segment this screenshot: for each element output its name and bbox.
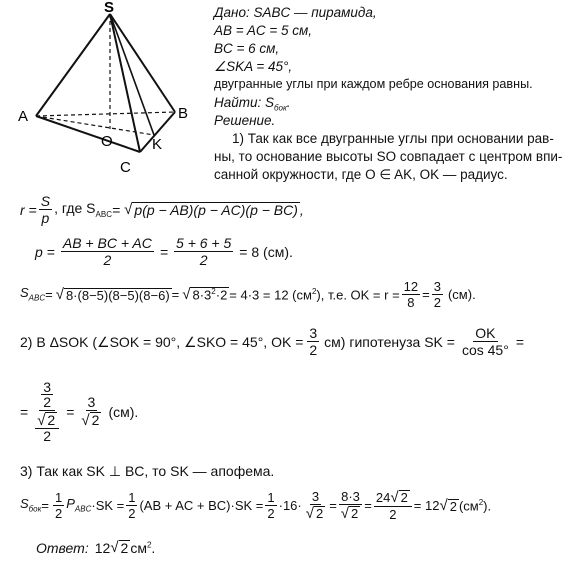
eq7-b: (AB + AC + BC)·SK = [139, 498, 264, 513]
answer-end: . [151, 539, 156, 556]
eq5-bdd: 2 [43, 428, 52, 444]
label-c: C [120, 159, 131, 176]
eq2-eq: = [159, 243, 169, 260]
eq5-eq: = [66, 403, 75, 420]
eq7-e: = [364, 498, 372, 513]
label-s: S [104, 0, 115, 16]
eq1-fraction [39, 194, 52, 225]
eq7-f5d-rad: √ [340, 505, 350, 522]
eq7-p-text: P [66, 496, 75, 512]
eq5-pre: = [20, 403, 29, 420]
eq7-s-text: S [20, 496, 29, 512]
eq1-den: p [41, 210, 50, 226]
eq5-fd-rad: √ [81, 412, 90, 429]
eq1-where-text: , где S [54, 199, 96, 216]
eq3-s [20, 286, 45, 303]
eq4-end: = [515, 333, 524, 350]
equation-sk [20, 380, 138, 443]
eq5-fd [79, 411, 103, 428]
eq5-fn: 3 [87, 394, 96, 410]
eq5-bnd: 2 [43, 394, 52, 410]
eq7-f6d: 2 [389, 507, 397, 522]
eq4-fd: 2 [309, 342, 318, 358]
eq4-pre: 2) В ΔSOK (∠SOK = 90°, ∠SKO = 45°, OK = [20, 333, 304, 350]
eq3-mid-sup: 2 [311, 286, 317, 296]
eq7-f3 [265, 491, 276, 520]
answer-rad: √ [110, 539, 119, 556]
eq7-f6 [374, 490, 412, 521]
eq5-bd-rad: √ [37, 412, 46, 429]
answer-sup: 2 [146, 539, 152, 549]
eq3-u2b: ·2 [215, 287, 228, 303]
eq7-f6n-rad: √ [390, 489, 399, 506]
eq2-den1: 2 [103, 252, 112, 268]
eq3-f1n: 12 [403, 279, 419, 294]
eq5-complex-frac [33, 380, 61, 443]
solution-heading: Решение. [214, 113, 276, 128]
eq7-f4n: 3 [311, 489, 320, 504]
equation-p [35, 236, 293, 267]
eq1-num: S [40, 193, 51, 209]
eq7-f3n: 1 [267, 490, 275, 505]
eq7-f2d: 2 [128, 506, 136, 521]
edge-ac [36, 116, 140, 152]
pyramid-figure [0, 0, 215, 190]
eq7-f4d-rad: √ [305, 505, 314, 522]
given-line-5: двугранные углы при каждом ребре основания равны. [214, 77, 533, 91]
eq7-f: = 12 [413, 498, 440, 513]
eq1-radicand: p(p − AB)(p − AC)(p − BC) [134, 202, 298, 218]
eq7-under: 2 [449, 498, 457, 514]
eq7-unit [459, 499, 491, 512]
given-line-10: санной окружности, где O ∈ AK, OK — радиус. [214, 167, 508, 182]
sqrt-symbol-1: √ [55, 286, 64, 303]
sqrt-symbol: √ [124, 201, 133, 218]
eq2-result: = 8 (см). [239, 243, 293, 260]
given-line-6 [214, 96, 291, 113]
eq4-f2d: cos 45° [461, 342, 509, 358]
eq7-p-sub: ABC [74, 504, 92, 514]
eq3-frac2 [432, 280, 443, 309]
eq7-f4 [304, 490, 327, 521]
eq1-r: r = [20, 201, 37, 218]
given-line-8: 1) Так как все двугранные углы при основании рав- [232, 131, 554, 146]
eq2-num2: 5 + 6 + 5 [176, 235, 232, 251]
equation-r [20, 194, 304, 225]
eq7-f6n [374, 490, 412, 507]
eq7-d: = [329, 498, 337, 513]
eq3-mid [229, 288, 399, 301]
eq2-den2: 2 [199, 252, 208, 268]
equation-area [20, 280, 476, 309]
eq3-radicand-1: 8·(8−5)(8−5)(8−6) [65, 287, 170, 303]
eq3-eq3: = [422, 287, 430, 302]
eq3-f2n: 3 [433, 279, 441, 294]
apothem-line: 3) Так как SK ⊥ BC, то SK — апофема. [20, 463, 275, 479]
label-b: B [178, 105, 189, 122]
eq1-eq: = [111, 201, 121, 218]
answer-value: 12 [94, 539, 111, 556]
eq7-f5d-under: 2 [351, 506, 359, 521]
eq7-f6n-b: 2 [400, 490, 408, 505]
eq5-big-den [33, 411, 61, 443]
eq7-f2n: 1 [128, 490, 136, 505]
eq3-f1d: 8 [407, 295, 415, 310]
eq7-h: ). [483, 498, 492, 514]
eq7-f1 [53, 491, 64, 520]
eq4-fn: 3 [309, 325, 318, 341]
eq2-num1: AB + BC + AC [62, 235, 152, 251]
eq4-f2n: OK [475, 325, 496, 341]
eq7-s [20, 497, 41, 514]
eq7-sup: 2 [478, 497, 484, 507]
eq2-p: p = [35, 243, 55, 260]
eq7-f1n: 1 [55, 490, 63, 505]
edge-ab-hidden [36, 112, 175, 116]
eq7-f5n: 8·3 [341, 489, 360, 504]
answer-unit [130, 541, 155, 555]
eq4-frac2 [460, 326, 511, 357]
eq5-bd-under: 2 [47, 412, 56, 428]
given-line-2: AB = AC = 5 см, [214, 23, 313, 38]
eq7-rad: √ [439, 497, 448, 514]
eq1-end: , [299, 201, 304, 218]
find-end: . [286, 95, 291, 110]
eq7-c: ·16· [278, 498, 302, 513]
eq1-where [54, 201, 112, 219]
equation-lateral-area [20, 490, 491, 521]
eq3-eq: = [45, 287, 53, 302]
eq7-f4d-under: 2 [315, 506, 324, 521]
answer-line [36, 540, 155, 555]
label-k: K [152, 136, 163, 153]
eq7-a: ·SK = [91, 498, 125, 513]
eq7-f3d: 2 [267, 506, 275, 521]
eq3-s-sub: ABC [28, 293, 46, 303]
eq4-frac1 [307, 326, 319, 357]
eq4-mid: см) гипотенуза SK = [324, 333, 455, 350]
eq5-end: (см). [108, 403, 139, 420]
eq3-end: (см). [447, 287, 476, 302]
eq3-f2d: 2 [433, 295, 441, 310]
answer-under: 2 [120, 540, 129, 556]
eq7-f4d [304, 505, 327, 521]
find-label: Найти: S [214, 95, 275, 110]
sqrt-symbol-2: √ [182, 286, 191, 303]
eq7-f5 [339, 490, 362, 521]
eq5-big-num [39, 380, 55, 411]
eq7-eq: = [41, 498, 49, 513]
eq3-radicand-2 [190, 287, 229, 301]
eq5-fd-under: 2 [91, 412, 100, 428]
eq7-f5d [339, 505, 362, 521]
label-o: O [101, 133, 113, 150]
find-sub: бок [274, 103, 287, 113]
eq3-eq2: = [171, 287, 180, 302]
eq3-mid-text: = 4·3 = 12 (см [229, 287, 312, 303]
eq1-where-sub: ABC [95, 209, 112, 219]
answer-unit-text: см [130, 539, 147, 556]
eq7-p [66, 497, 91, 514]
eq5-frac2 [79, 395, 103, 428]
eq5-bnn: 3 [43, 379, 52, 395]
eq7-f6n-a: 24 [375, 490, 391, 505]
eq7-f1d: 2 [55, 506, 63, 521]
given-line-4: ∠SKA = 45°, [214, 59, 293, 74]
eq3-u2-sup: 2 [211, 287, 216, 297]
eq3-frac1 [402, 280, 420, 309]
eq3-s-text: S [20, 285, 29, 301]
edge-sa [36, 14, 110, 116]
eq3-mid2: ), т.е. OK = r = [316, 287, 400, 303]
answer-label: Ответ: [36, 539, 89, 556]
eq7-g: (см [458, 498, 479, 514]
given-line-1: Дано: SABC — пирамида, [214, 5, 377, 20]
eq3-u2: 8·3 [192, 287, 212, 303]
eq2-frac1 [61, 236, 154, 267]
eq7-f2 [126, 491, 137, 520]
eq7-s-sub: бок [28, 504, 42, 514]
label-a: A [18, 108, 29, 125]
given-line-9: ны, то основание высоты SO совпадает с центром впи- [214, 149, 563, 164]
given-line-3: BC = 6 см, [214, 41, 280, 56]
eq2-frac2 [174, 236, 233, 267]
equation-sok [20, 326, 524, 357]
